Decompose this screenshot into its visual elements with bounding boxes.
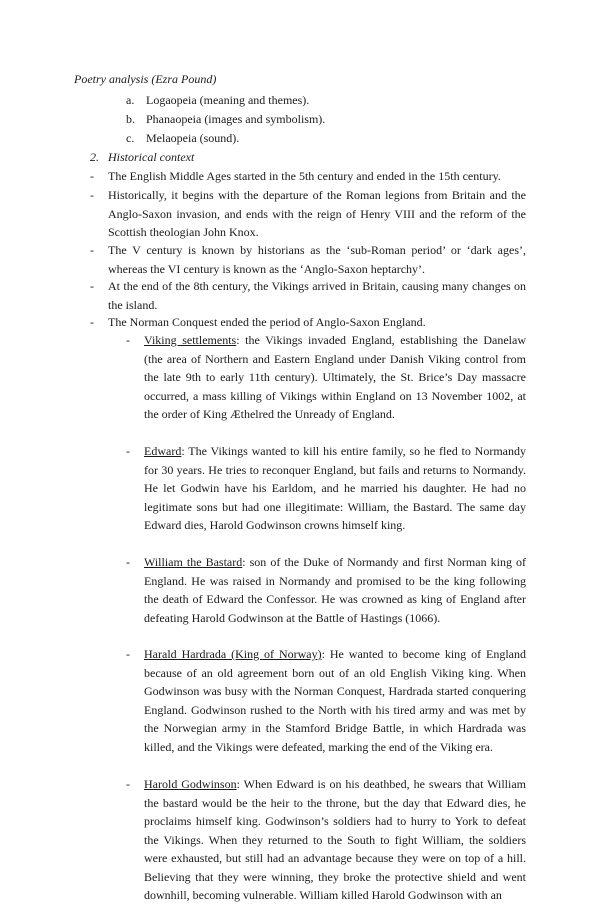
sub-bullet-text: : The Vikings wanted to kill his entire family, so he fled to Normandy for 30 years. He tries to reconquer England, but fails and returns to Normandy. He let Godwin have his Earldom, and he married his daughter. He had no legitimate sons but had one illegitimate: William, the Bastard. The same day Edward dies, Harold Godwinson crowns himself king. xyxy=(144,444,526,533)
poetry-item-marker: a. xyxy=(126,93,135,107)
poetry-item-text: Logaopeia (meaning and themes). xyxy=(146,93,310,107)
bullet-dash: - xyxy=(126,444,130,458)
section-number: 2. xyxy=(90,150,99,164)
history-bullet-text: At the end of the 8th century, the Vikings arrived in Britain, causing many changes on the island. xyxy=(108,279,526,312)
history-sub-bullet xyxy=(126,553,526,627)
bullet-dash: - xyxy=(90,188,94,202)
bullet-dash: - xyxy=(90,169,94,183)
history-sub-bullet xyxy=(126,442,526,535)
sub-bullet-term: Harald Hardrada (King of Norway) xyxy=(144,647,322,661)
bullet-dash: - xyxy=(126,777,130,791)
sub-bullet-term: William the Bastard xyxy=(144,555,243,569)
section-title: Historical context xyxy=(108,150,195,164)
history-bullet xyxy=(90,186,526,242)
poetry-item xyxy=(126,131,239,146)
sub-bullet-term: Harold Godwinson xyxy=(144,777,237,791)
sub-bullet-text: : When Edward is on his deathbed, he swears that William the bastard would be the heir to the throne, but the day that Edward dies, he proclaims himself king. Godwinson’s soldiers had to hurry to York to defeat the Vikings. When they returned to the South to fight William, the soldiers were exhausted, but still had an advantage because they were on top of a hill. Believing that they were winning, they broke the protective shield and went downhill, becoming vulnerable. William killed Harold Godwinson with an xyxy=(144,777,526,903)
poetry-item xyxy=(126,93,309,108)
history-bullet xyxy=(90,313,526,332)
bullet-dash: - xyxy=(126,555,130,569)
history-bullet-text: The V century is known by historians as the ‘sub-Roman period’ or ‘dark ages’, whereas the VI century is known as the ‘Anglo-Saxon heptarchy’. xyxy=(108,243,526,276)
history-bullet-text: Historically, it begins with the departure of the Roman legions from Britain and the Anglo-Saxon invasion, and ends with the reign of Henry VIII and the reform of the Scottish theologian John Knox. xyxy=(108,188,526,240)
history-bullet xyxy=(90,277,526,314)
poetry-item xyxy=(126,112,325,127)
sub-bullet-text: : He wanted to become king of England because of an old agreement born out of an old English Viking king. When Godwinson was busy with the Norman Conquest, Hardrada started conquering England. Godwinson rushed to the North with his tired army and was met by the Norwegian army in the Stamford Bridge Battle, in which Hardrada was killed, and the Vikings were defeated, marking the end of the Viking era. xyxy=(144,647,526,754)
history-bullet xyxy=(90,167,526,186)
sub-bullet-text: : the Vikings invaded England, establishing the Danelaw (the area of Northern and Eastern England under Danish Viking control from the late 9th to early 11th century). Ultimately, the St. Brice’s Day massacre occurred, a mass killing of Vikings within England on 13 November 1002, at the order of King Æthelred the Unready of England. xyxy=(144,333,527,422)
poetry-item-text: Phanaopeia (images and symbolism). xyxy=(146,112,326,126)
poetry-item-text: Melaopeia (sound). xyxy=(146,131,240,145)
history-sub-bullet xyxy=(126,645,526,756)
bullet-dash: - xyxy=(90,279,94,293)
poetry-item-marker: b. xyxy=(126,112,135,126)
history-bullet-text: The Norman Conquest ended the period of Anglo-Saxon England. xyxy=(108,315,426,329)
sub-bullet-term: Edward xyxy=(144,444,182,458)
bullet-dash: - xyxy=(126,333,130,347)
history-bullet xyxy=(90,241,526,278)
poetry-item-marker: c. xyxy=(126,131,135,145)
sub-bullet-term: Viking settlements xyxy=(144,333,237,347)
historical-context-heading xyxy=(90,150,194,165)
sub-bullet-text: : son of the Duke of Normandy and first Norman king of England. He was raised in Normandy and promised to be the king following the death of Edward the Confessor. He was crowned as king of England after defeating Harold Godwinson at the Battle of Hastings (1066). xyxy=(144,555,526,625)
history-sub-bullet xyxy=(126,775,526,905)
history-bullet-text: The English Middle Ages started in the 5th century and ended in the 15th century. xyxy=(108,169,501,183)
bullet-dash: - xyxy=(126,647,130,661)
history-sub-bullet xyxy=(126,331,526,424)
bullet-dash: - xyxy=(90,315,94,329)
bullet-dash: - xyxy=(90,243,94,257)
poetry-analysis-heading: Poetry analysis (Ezra Pound) xyxy=(74,72,217,86)
